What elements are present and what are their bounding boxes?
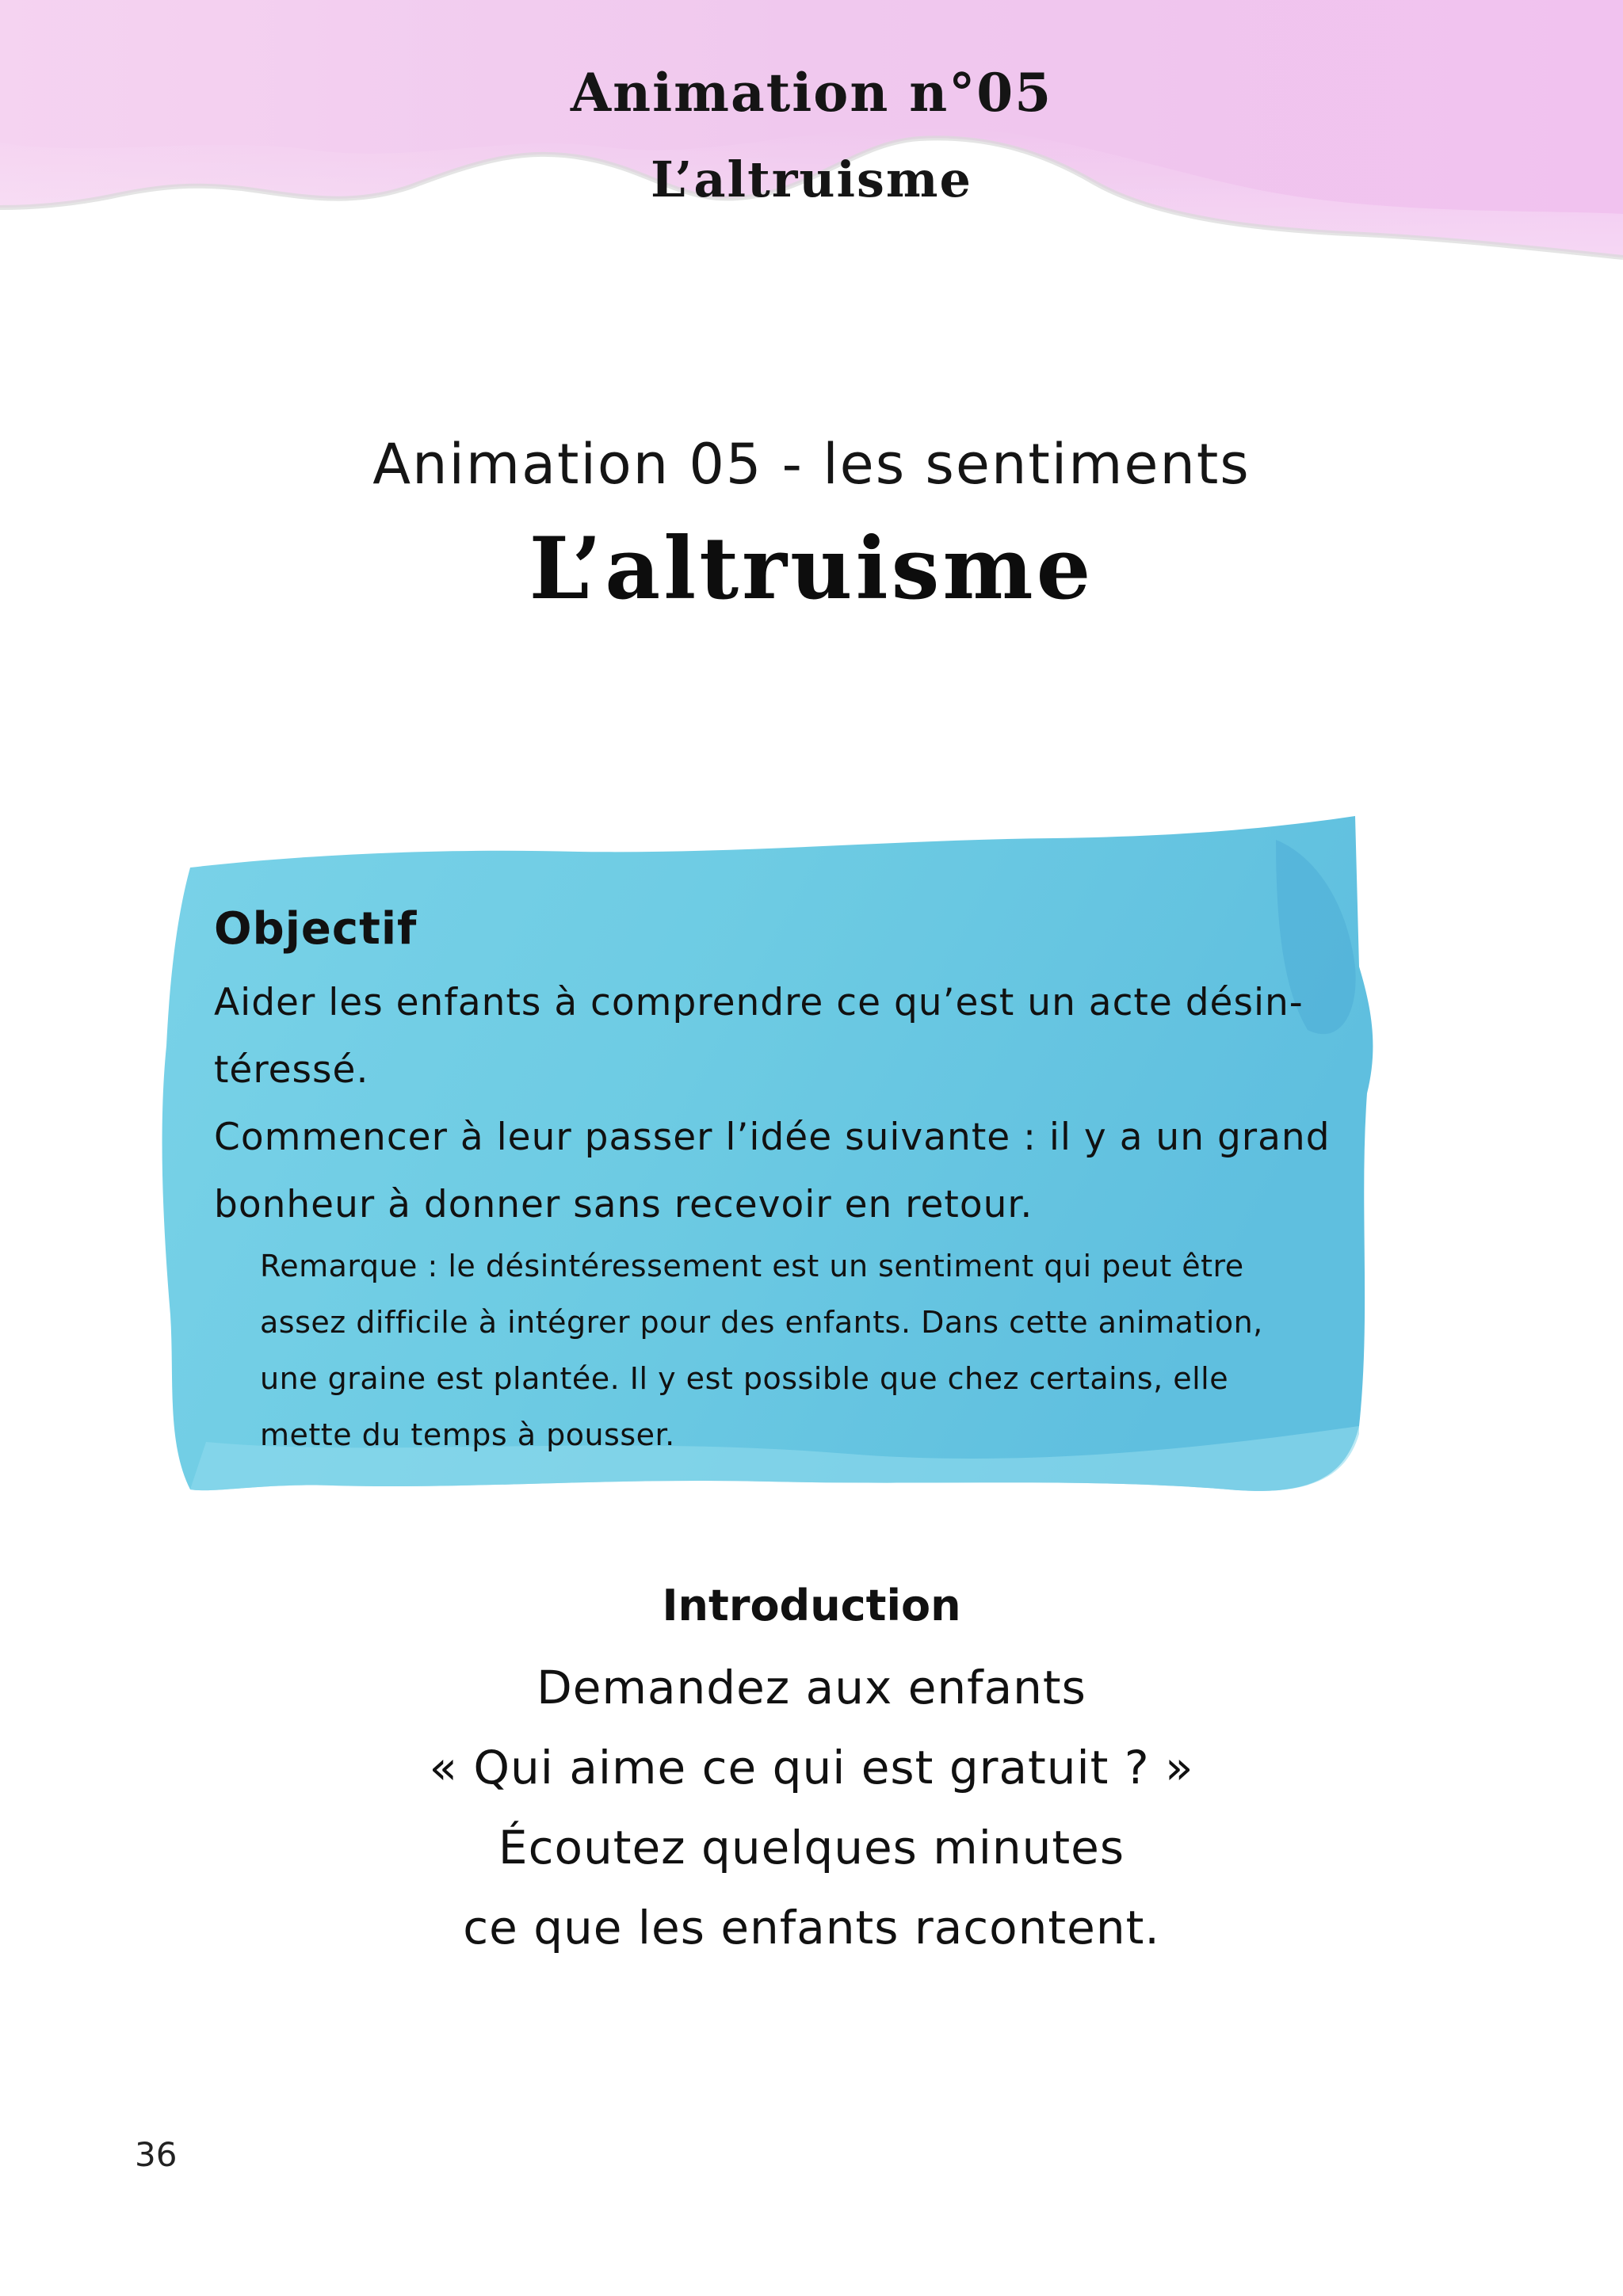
remark-line: Remarque : le désintéressement est un sentiment qui peut être	[260, 1249, 1244, 1283]
page-number: 36	[135, 2135, 178, 2174]
objective-line: bonheur à donner sans recevoir en retour.	[214, 1183, 1033, 1226]
introduction-heading: Introduction	[662, 1581, 961, 1630]
remark-line: mette du temps à pousser.	[260, 1417, 675, 1452]
objective-heading: Objectif	[214, 903, 418, 955]
objective-line: Commencer à leur passer l’idée suivante : il y a un grand	[214, 1116, 1331, 1159]
objective-line: téressé.	[214, 1048, 369, 1092]
remark-line: une graine est plantée. Il y est possible que chez certains, elle	[260, 1361, 1229, 1396]
objective-section	[214, 903, 1339, 1463]
introduction-section	[0, 1581, 1623, 1968]
page-title: L’altruisme	[529, 519, 1094, 619]
introduction-line: « Qui aime ce qui est gratuit ? »	[429, 1741, 1194, 1794]
header-watercolor-band	[0, 0, 1623, 269]
introduction-line: ce que les enfants racontent.	[463, 1901, 1160, 1955]
remark-line: assez difficile à intégrer pour des enfants. Dans cette animation,	[260, 1305, 1263, 1340]
introduction-line: Écoutez quelques minutes	[498, 1821, 1125, 1875]
header-animation-number: Animation n°05	[570, 62, 1053, 124]
header-theme: L’altruisme	[651, 151, 972, 208]
objective-line: Aider les enfants à comprendre ce qu’est un acte désin-	[214, 981, 1304, 1024]
page-subtitle: Animation 05 - les sentiments	[372, 432, 1251, 497]
introduction-line: Demandez aux enfants	[537, 1661, 1086, 1714]
